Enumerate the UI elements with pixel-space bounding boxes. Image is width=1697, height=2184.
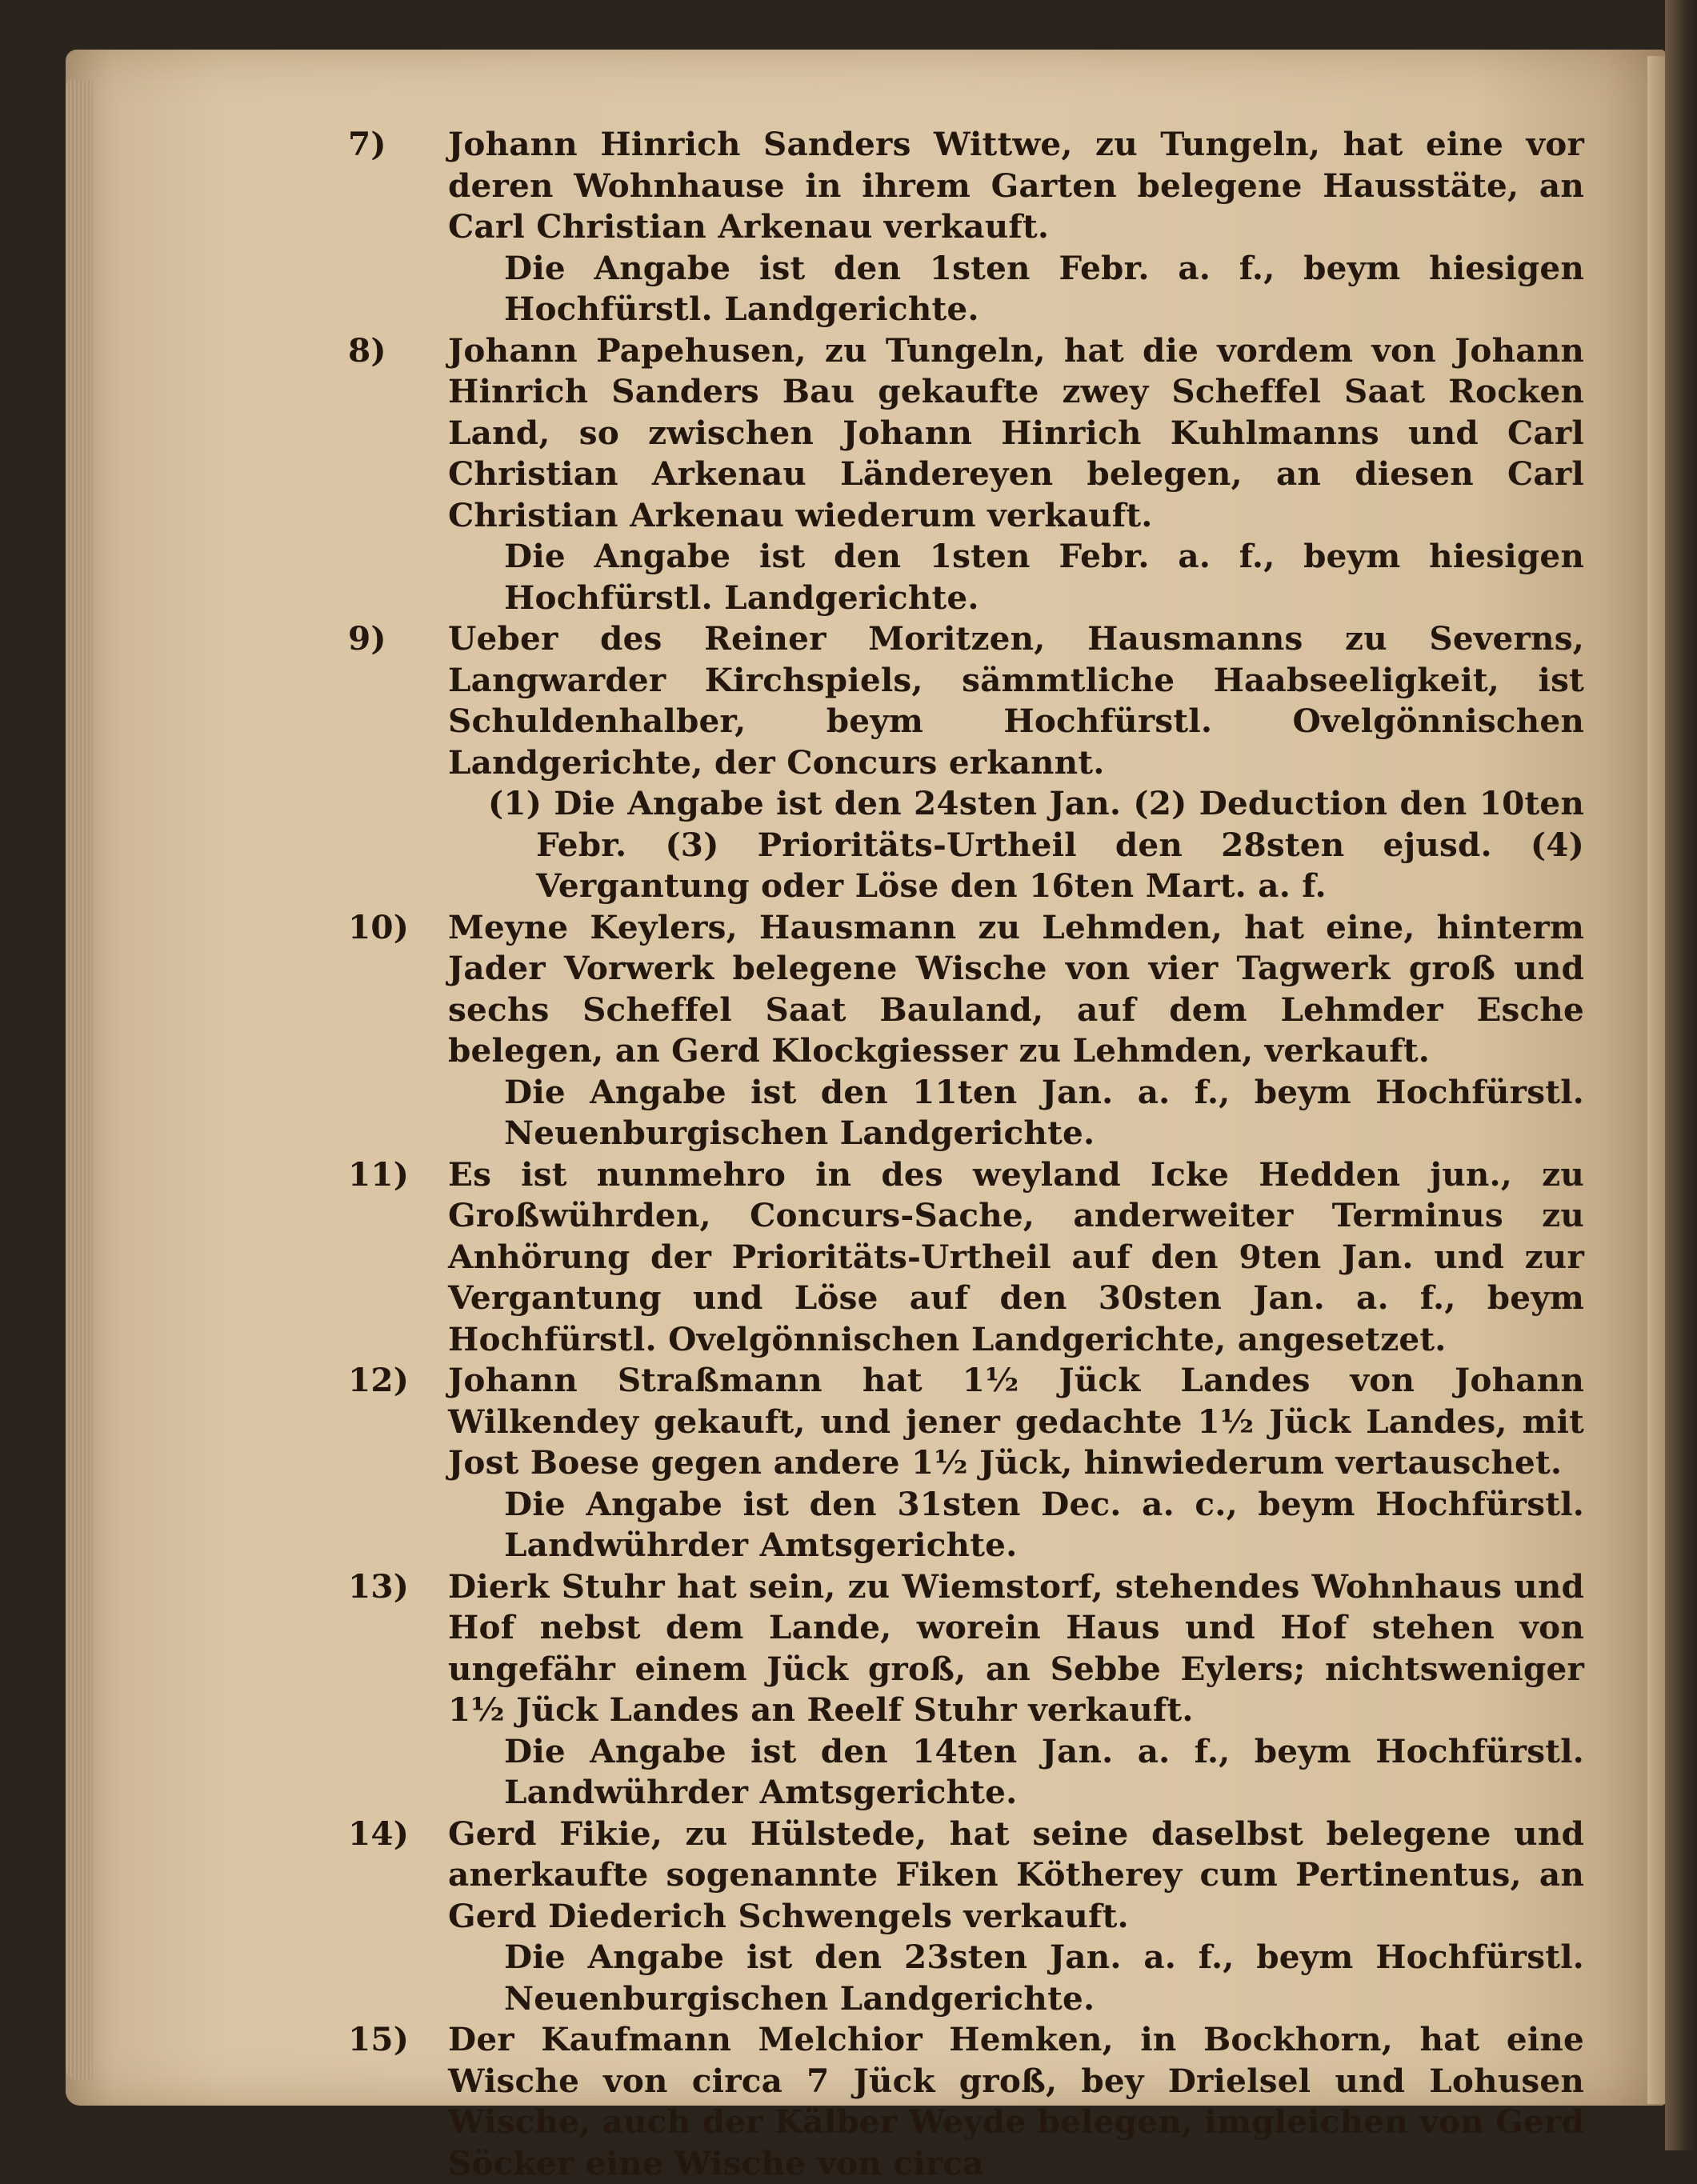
entry-note: Die Angabe ist den 1sten Febr. a. f., beym hiesigen Hochfürstl. Landgerichte. xyxy=(504,248,1584,328)
entry-13 xyxy=(348,1566,1584,1814)
facing-page-edge xyxy=(1647,56,1665,2104)
entry-14 xyxy=(348,1814,1584,2020)
entry-text: Johann Hinrich Sanders Wittwe, zu Tungeln, hat eine vor deren Wohnhause in ihrem Garten belegene Hausstäte, an Carl Christian Arkenau verkauft. xyxy=(448,125,1584,246)
entry-number: 14) xyxy=(348,1814,410,1853)
entry-text: Johann Papehusen, zu Tungeln, hat die vordem von Johann Hinrich Sanders Bau gekaufte zwey Scheffel Saat Rocken Land, so zwischen Johann Hinrich Kuhlmanns und Carl Christian Arkenau Ländereyen belegen, an diesen Carl Christian Arkenau wiederum verkauft. xyxy=(448,330,1584,534)
entry-15 xyxy=(348,2019,1584,2184)
entry-note: (1) Die Angabe ist den 24sten Jan. (2) Deduction den 10ten Febr. (3) Prioritäts-Urtheil den 28sten ejusd. (4) Vergantung oder Löse den 16ten Mart. a. f. xyxy=(488,784,1584,905)
entry-text: Dierk Stuhr hat sein, zu Wiemstorf, stehendes Wohnhaus und Hof nebst dem Lande, worein Haus und Hof stehen von ungefähr einem Jück groß, an Sebbe Eylers; nichtsweniger 1½ Jück Landes an Reelf Stuhr verkauft. xyxy=(448,1566,1584,1729)
entry-7 xyxy=(348,124,1584,330)
entry-text: Gerd Fikie, zu Hülstede, hat seine daselbst belegene und anerkaufte sogenannte Fiken Kötherey cum Pertinentus, an Gerd Diederich Schwengels verkauft. xyxy=(448,1814,1584,1935)
entry-10 xyxy=(348,907,1584,1154)
entry-text: Johann Straßmann hat 1½ Jück Landes von Johann Wilkendey gekauft, und jener gedachte 1½ Jück Landes, mit Jost Boese gegen andere 1½ Jück, hinwiederum vertauschet. xyxy=(448,1361,1584,1482)
entry-note: Die Angabe ist den 11ten Jan. a. f., beym Hochfürstl. Neuenburgischen Landgerichte. xyxy=(504,1072,1584,1152)
entry-number: 8) xyxy=(348,330,386,370)
entry-note: Die Angabe ist den 31sten Dec. a. c., beym Hochfürstl. Landwührder Amtsgerichte. xyxy=(504,1484,1584,1564)
entry-note: Die Angabe ist den 14ten Jan. a. f., beym Hochfürstl. Landwührder Amtsgerichte. xyxy=(504,1731,1584,1811)
entry-8 xyxy=(348,330,1584,619)
entry-number: 9) xyxy=(348,619,386,658)
entry-number: 15) xyxy=(348,2020,410,2058)
entry-number: 13) xyxy=(348,1566,410,1606)
entry-9 xyxy=(348,618,1584,907)
entry-note: Die Angabe ist den 1sten Febr. a. f., beym hiesigen Hochfürstl. Landgerichte. xyxy=(504,537,1584,617)
entry-text: Es ist nunmehro in des weyland Icke Hedden jun., zu Großwührden, Concurs-Sache, anderweiter Terminus zu Anhörung der Prioritäts-Urtheil auf den 9ten Jan. und zur Vergantung und Löse auf den 30sten Jan. a. f., beym Hochfürstl. Ovelgönnischen Landgerichte, angesetzet. xyxy=(448,1154,1584,1358)
entry-number: 12) xyxy=(348,1361,410,1399)
entry-12 xyxy=(348,1360,1584,1566)
entry-note: Die Angabe ist den 23sten Jan. a. f., beym Hochfürstl. Neuenburgischen Landgerichte. xyxy=(504,1938,1584,2018)
page-edge-stack xyxy=(66,80,93,2080)
entry-number: 7) xyxy=(348,125,386,163)
entry-text: Der Kaufmann Melchior Hemken, in Bockhorn, hat eine Wische von circa 7 Jück groß, bey Drielsel und Lohusen Wische, auch der Kälber Weyde belegen, imgleichen von Gerd Söcker eine Wische von circa xyxy=(448,2020,1584,2182)
page-text xyxy=(348,124,1584,2184)
entry-number: 10) xyxy=(348,907,410,946)
entry-text: Ueber des Reiner Moritzen, Hausmanns zu Severns, Langwarder Kirchspiels, sämmtliche Haabseeligkeit, ist Schuldenhalber, beym Hochfürstl. Ovelgönnischen Landgerichte, der Concurs erkannt. xyxy=(448,619,1584,782)
entry-text: Meyne Keylers, Hausmann zu Lehmden, hat eine, hinterm Jader Vorwerk belegene Wische von vier Tagwerk groß und sechs Scheffel Saat Bauland, auf dem Lehmder Esche belegen, an Gerd Klockgiesser zu Lehmden, verkauft. xyxy=(448,907,1584,1070)
entry-number: 11) xyxy=(348,1154,410,1194)
entry-11 xyxy=(348,1154,1584,1361)
book-gutter xyxy=(1665,0,1697,2150)
